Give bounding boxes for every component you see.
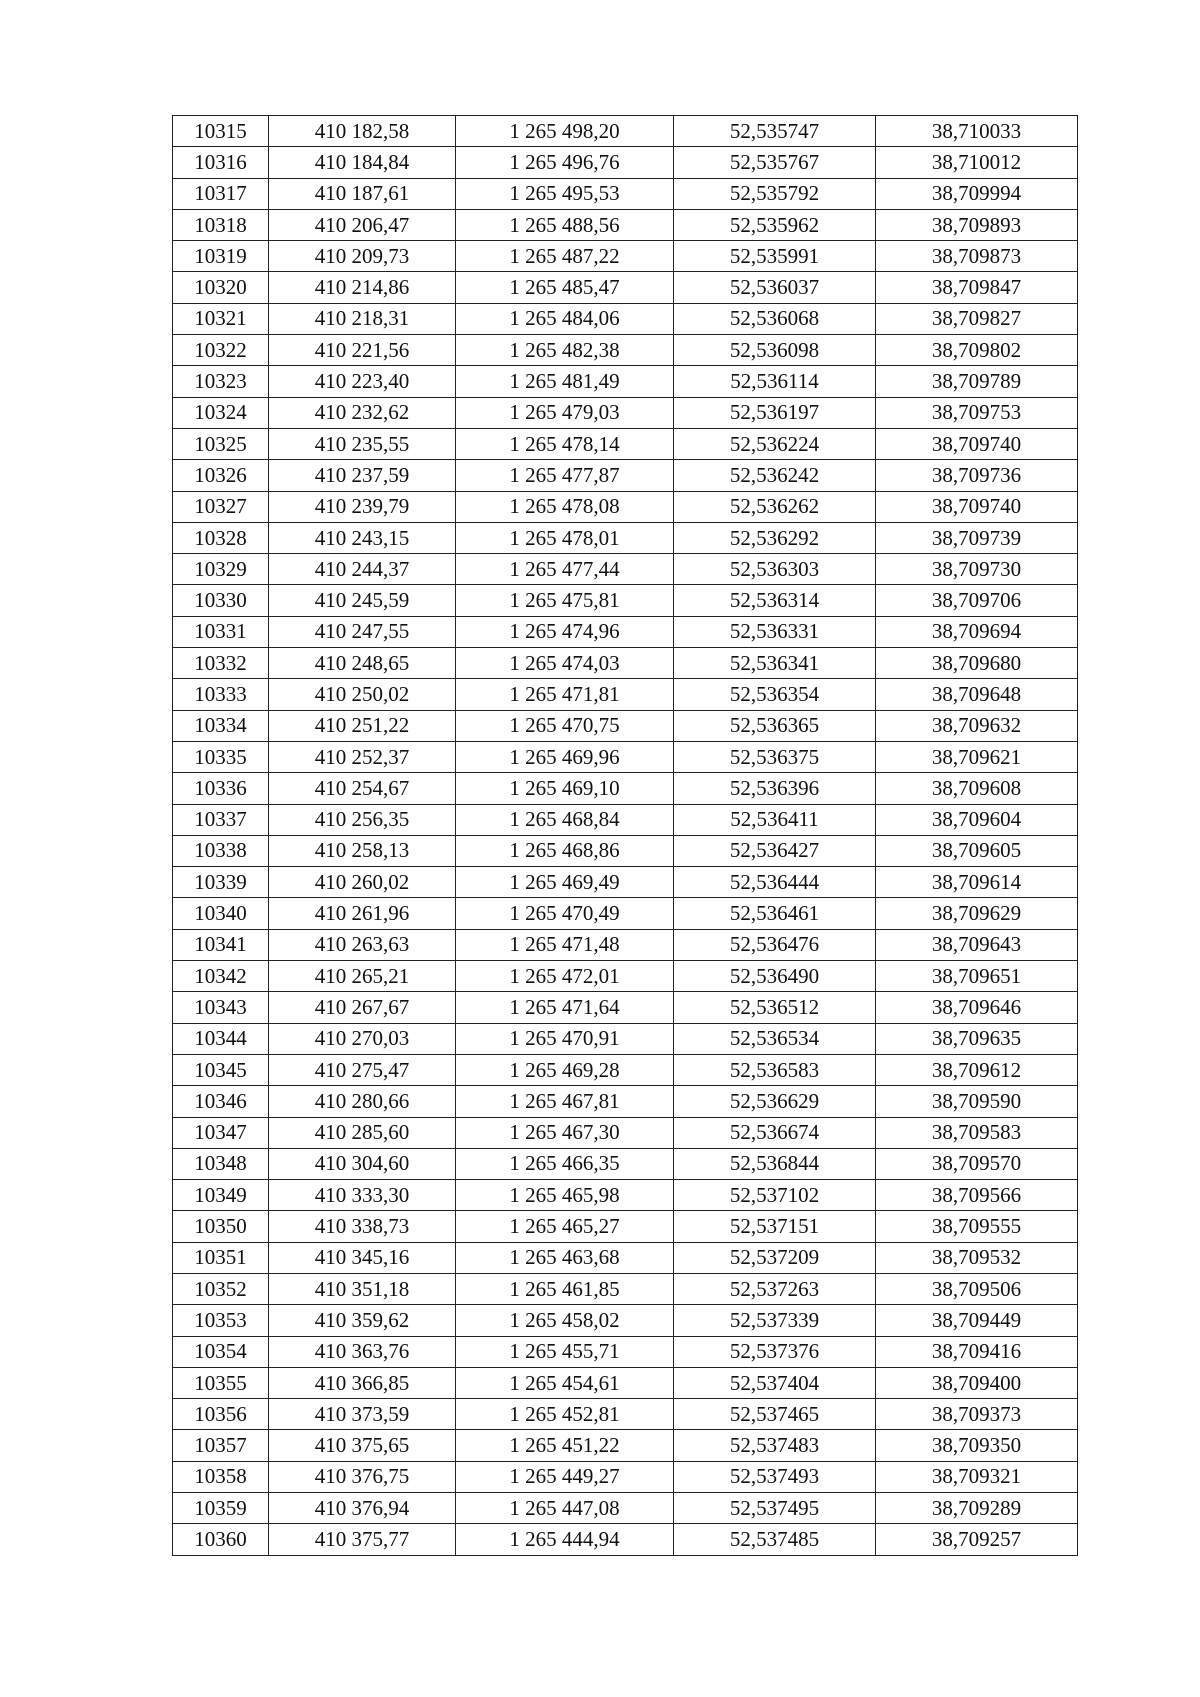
point-number-cell: 10360 bbox=[173, 1524, 269, 1555]
latitude-cell: 52,536098 bbox=[674, 335, 876, 366]
point-number-cell: 10329 bbox=[173, 554, 269, 585]
point-number-cell: 10342 bbox=[173, 961, 269, 992]
x-coordinate-cell: 410 359,62 bbox=[269, 1305, 456, 1336]
point-number-cell: 10351 bbox=[173, 1242, 269, 1273]
table-row bbox=[173, 1273, 1078, 1304]
x-coordinate-cell: 410 250,02 bbox=[269, 679, 456, 710]
longitude-cell: 38,709570 bbox=[876, 1148, 1078, 1179]
latitude-cell: 52,536411 bbox=[674, 804, 876, 835]
table-row bbox=[173, 1399, 1078, 1430]
y-coordinate-cell: 1 265 451,22 bbox=[456, 1430, 674, 1461]
y-coordinate-cell: 1 265 470,49 bbox=[456, 898, 674, 929]
longitude-cell: 38,709289 bbox=[876, 1493, 1078, 1524]
table-row bbox=[173, 335, 1078, 366]
x-coordinate-cell: 410 182,58 bbox=[269, 116, 456, 147]
y-coordinate-cell: 1 265 478,01 bbox=[456, 522, 674, 553]
x-coordinate-cell: 410 223,40 bbox=[269, 366, 456, 397]
point-number-cell: 10324 bbox=[173, 397, 269, 428]
longitude-cell: 38,709740 bbox=[876, 491, 1078, 522]
table-row bbox=[173, 147, 1078, 178]
x-coordinate-cell: 410 263,63 bbox=[269, 929, 456, 960]
latitude-cell: 52,536068 bbox=[674, 303, 876, 334]
point-number-cell: 10332 bbox=[173, 648, 269, 679]
longitude-cell: 38,709739 bbox=[876, 522, 1078, 553]
point-number-cell: 10349 bbox=[173, 1180, 269, 1211]
longitude-cell: 38,709753 bbox=[876, 397, 1078, 428]
point-number-cell: 10315 bbox=[173, 116, 269, 147]
point-number-cell: 10336 bbox=[173, 773, 269, 804]
x-coordinate-cell: 410 376,75 bbox=[269, 1461, 456, 1492]
latitude-cell: 52,536512 bbox=[674, 992, 876, 1023]
latitude-cell: 52,536262 bbox=[674, 491, 876, 522]
point-number-cell: 10323 bbox=[173, 366, 269, 397]
table-row bbox=[173, 1117, 1078, 1148]
longitude-cell: 38,709648 bbox=[876, 679, 1078, 710]
table-row bbox=[173, 272, 1078, 303]
latitude-cell: 52,535747 bbox=[674, 116, 876, 147]
longitude-cell: 38,709604 bbox=[876, 804, 1078, 835]
y-coordinate-cell: 1 265 449,27 bbox=[456, 1461, 674, 1492]
x-coordinate-cell: 410 187,61 bbox=[269, 178, 456, 209]
point-number-cell: 10316 bbox=[173, 147, 269, 178]
table-row bbox=[173, 1242, 1078, 1273]
x-coordinate-cell: 410 363,76 bbox=[269, 1336, 456, 1367]
latitude-cell: 52,536354 bbox=[674, 679, 876, 710]
latitude-cell: 52,537263 bbox=[674, 1273, 876, 1304]
point-number-cell: 10340 bbox=[173, 898, 269, 929]
y-coordinate-cell: 1 265 496,76 bbox=[456, 147, 674, 178]
x-coordinate-cell: 410 218,31 bbox=[269, 303, 456, 334]
point-number-cell: 10322 bbox=[173, 335, 269, 366]
point-number-cell: 10347 bbox=[173, 1117, 269, 1148]
longitude-cell: 38,709532 bbox=[876, 1242, 1078, 1273]
longitude-cell: 38,709694 bbox=[876, 616, 1078, 647]
x-coordinate-cell: 410 375,77 bbox=[269, 1524, 456, 1555]
y-coordinate-cell: 1 265 455,71 bbox=[456, 1336, 674, 1367]
latitude-cell: 52,537465 bbox=[674, 1399, 876, 1430]
y-coordinate-cell: 1 265 477,87 bbox=[456, 460, 674, 491]
point-number-cell: 10352 bbox=[173, 1273, 269, 1304]
point-number-cell: 10327 bbox=[173, 491, 269, 522]
point-number-cell: 10343 bbox=[173, 992, 269, 1023]
x-coordinate-cell: 410 345,16 bbox=[269, 1242, 456, 1273]
x-coordinate-cell: 410 260,02 bbox=[269, 867, 456, 898]
latitude-cell: 52,536674 bbox=[674, 1117, 876, 1148]
point-number-cell: 10356 bbox=[173, 1399, 269, 1430]
y-coordinate-cell: 1 265 481,49 bbox=[456, 366, 674, 397]
point-number-cell: 10341 bbox=[173, 929, 269, 960]
latitude-cell: 52,535962 bbox=[674, 209, 876, 240]
latitude-cell: 52,536341 bbox=[674, 648, 876, 679]
table-row bbox=[173, 1305, 1078, 1336]
x-coordinate-cell: 410 239,79 bbox=[269, 491, 456, 522]
table-row bbox=[173, 209, 1078, 240]
x-coordinate-cell: 410 206,47 bbox=[269, 209, 456, 240]
table-row bbox=[173, 1336, 1078, 1367]
latitude-cell: 52,536844 bbox=[674, 1148, 876, 1179]
table-row bbox=[173, 585, 1078, 616]
point-number-cell: 10335 bbox=[173, 741, 269, 772]
table-row bbox=[173, 1023, 1078, 1054]
longitude-cell: 38,709873 bbox=[876, 241, 1078, 272]
longitude-cell: 38,709621 bbox=[876, 741, 1078, 772]
x-coordinate-cell: 410 252,37 bbox=[269, 741, 456, 772]
point-number-cell: 10345 bbox=[173, 1054, 269, 1085]
latitude-cell: 52,536037 bbox=[674, 272, 876, 303]
longitude-cell: 38,709416 bbox=[876, 1336, 1078, 1367]
latitude-cell: 52,537483 bbox=[674, 1430, 876, 1461]
latitude-cell: 52,536375 bbox=[674, 741, 876, 772]
point-number-cell: 10350 bbox=[173, 1211, 269, 1242]
y-coordinate-cell: 1 265 498,20 bbox=[456, 116, 674, 147]
latitude-cell: 52,537339 bbox=[674, 1305, 876, 1336]
coordinates-table bbox=[172, 115, 1078, 1556]
y-coordinate-cell: 1 265 467,81 bbox=[456, 1086, 674, 1117]
y-coordinate-cell: 1 265 478,14 bbox=[456, 428, 674, 459]
table-row bbox=[173, 554, 1078, 585]
x-coordinate-cell: 410 235,55 bbox=[269, 428, 456, 459]
latitude-cell: 52,536534 bbox=[674, 1023, 876, 1054]
y-coordinate-cell: 1 265 471,81 bbox=[456, 679, 674, 710]
point-number-cell: 10331 bbox=[173, 616, 269, 647]
longitude-cell: 38,709566 bbox=[876, 1180, 1078, 1211]
latitude-cell: 52,535991 bbox=[674, 241, 876, 272]
point-number-cell: 10357 bbox=[173, 1430, 269, 1461]
latitude-cell: 52,536629 bbox=[674, 1086, 876, 1117]
table-row bbox=[173, 992, 1078, 1023]
longitude-cell: 38,709605 bbox=[876, 835, 1078, 866]
x-coordinate-cell: 410 376,94 bbox=[269, 1493, 456, 1524]
x-coordinate-cell: 410 275,47 bbox=[269, 1054, 456, 1085]
table-row bbox=[173, 1524, 1078, 1555]
point-number-cell: 10321 bbox=[173, 303, 269, 334]
table-row bbox=[173, 178, 1078, 209]
latitude-cell: 52,537376 bbox=[674, 1336, 876, 1367]
latitude-cell: 52,536396 bbox=[674, 773, 876, 804]
x-coordinate-cell: 410 267,67 bbox=[269, 992, 456, 1023]
table-row bbox=[173, 804, 1078, 835]
table-row bbox=[173, 1430, 1078, 1461]
table-row bbox=[173, 1148, 1078, 1179]
y-coordinate-cell: 1 265 475,81 bbox=[456, 585, 674, 616]
y-coordinate-cell: 1 265 484,06 bbox=[456, 303, 674, 334]
x-coordinate-cell: 410 244,37 bbox=[269, 554, 456, 585]
y-coordinate-cell: 1 265 477,44 bbox=[456, 554, 674, 585]
table-row bbox=[173, 491, 1078, 522]
y-coordinate-cell: 1 265 470,91 bbox=[456, 1023, 674, 1054]
y-coordinate-cell: 1 265 474,03 bbox=[456, 648, 674, 679]
x-coordinate-cell: 410 285,60 bbox=[269, 1117, 456, 1148]
x-coordinate-cell: 410 280,66 bbox=[269, 1086, 456, 1117]
latitude-cell: 52,537495 bbox=[674, 1493, 876, 1524]
longitude-cell: 38,709506 bbox=[876, 1273, 1078, 1304]
point-number-cell: 10338 bbox=[173, 835, 269, 866]
x-coordinate-cell: 410 375,65 bbox=[269, 1430, 456, 1461]
table-row bbox=[173, 616, 1078, 647]
y-coordinate-cell: 1 265 479,03 bbox=[456, 397, 674, 428]
longitude-cell: 38,709590 bbox=[876, 1086, 1078, 1117]
y-coordinate-cell: 1 265 485,47 bbox=[456, 272, 674, 303]
longitude-cell: 38,709555 bbox=[876, 1211, 1078, 1242]
table-row bbox=[173, 522, 1078, 553]
y-coordinate-cell: 1 265 470,75 bbox=[456, 710, 674, 741]
y-coordinate-cell: 1 265 465,27 bbox=[456, 1211, 674, 1242]
latitude-cell: 52,537151 bbox=[674, 1211, 876, 1242]
longitude-cell: 38,709629 bbox=[876, 898, 1078, 929]
y-coordinate-cell: 1 265 467,30 bbox=[456, 1117, 674, 1148]
latitude-cell: 52,536461 bbox=[674, 898, 876, 929]
x-coordinate-cell: 410 232,62 bbox=[269, 397, 456, 428]
point-number-cell: 10359 bbox=[173, 1493, 269, 1524]
y-coordinate-cell: 1 265 469,10 bbox=[456, 773, 674, 804]
y-coordinate-cell: 1 265 469,49 bbox=[456, 867, 674, 898]
table-row bbox=[173, 929, 1078, 960]
y-coordinate-cell: 1 265 495,53 bbox=[456, 178, 674, 209]
longitude-cell: 38,709643 bbox=[876, 929, 1078, 960]
longitude-cell: 38,709583 bbox=[876, 1117, 1078, 1148]
longitude-cell: 38,709635 bbox=[876, 1023, 1078, 1054]
table-row bbox=[173, 1461, 1078, 1492]
point-number-cell: 10319 bbox=[173, 241, 269, 272]
latitude-cell: 52,535767 bbox=[674, 147, 876, 178]
longitude-cell: 38,709827 bbox=[876, 303, 1078, 334]
latitude-cell: 52,536331 bbox=[674, 616, 876, 647]
table-row bbox=[173, 1367, 1078, 1398]
table-row bbox=[173, 1493, 1078, 1524]
point-number-cell: 10325 bbox=[173, 428, 269, 459]
point-number-cell: 10354 bbox=[173, 1336, 269, 1367]
y-coordinate-cell: 1 265 472,01 bbox=[456, 961, 674, 992]
y-coordinate-cell: 1 265 452,81 bbox=[456, 1399, 674, 1430]
point-number-cell: 10318 bbox=[173, 209, 269, 240]
point-number-cell: 10333 bbox=[173, 679, 269, 710]
longitude-cell: 38,709706 bbox=[876, 585, 1078, 616]
x-coordinate-cell: 410 214,86 bbox=[269, 272, 456, 303]
longitude-cell: 38,709632 bbox=[876, 710, 1078, 741]
table-row bbox=[173, 648, 1078, 679]
table-row bbox=[173, 961, 1078, 992]
table-row bbox=[173, 679, 1078, 710]
longitude-cell: 38,710012 bbox=[876, 147, 1078, 178]
point-number-cell: 10320 bbox=[173, 272, 269, 303]
y-coordinate-cell: 1 265 471,48 bbox=[456, 929, 674, 960]
y-coordinate-cell: 1 265 478,08 bbox=[456, 491, 674, 522]
latitude-cell: 52,536114 bbox=[674, 366, 876, 397]
x-coordinate-cell: 410 366,85 bbox=[269, 1367, 456, 1398]
longitude-cell: 38,709321 bbox=[876, 1461, 1078, 1492]
y-coordinate-cell: 1 265 463,68 bbox=[456, 1242, 674, 1273]
latitude-cell: 52,536583 bbox=[674, 1054, 876, 1085]
y-coordinate-cell: 1 265 471,64 bbox=[456, 992, 674, 1023]
y-coordinate-cell: 1 265 466,35 bbox=[456, 1148, 674, 1179]
latitude-cell: 52,536490 bbox=[674, 961, 876, 992]
table-row bbox=[173, 1054, 1078, 1085]
longitude-cell: 38,709740 bbox=[876, 428, 1078, 459]
latitude-cell: 52,536427 bbox=[674, 835, 876, 866]
point-number-cell: 10358 bbox=[173, 1461, 269, 1492]
table-row bbox=[173, 1211, 1078, 1242]
latitude-cell: 52,535792 bbox=[674, 178, 876, 209]
latitude-cell: 52,537102 bbox=[674, 1180, 876, 1211]
x-coordinate-cell: 410 221,56 bbox=[269, 335, 456, 366]
y-coordinate-cell: 1 265 469,28 bbox=[456, 1054, 674, 1085]
y-coordinate-cell: 1 265 465,98 bbox=[456, 1180, 674, 1211]
longitude-cell: 38,709646 bbox=[876, 992, 1078, 1023]
x-coordinate-cell: 410 270,03 bbox=[269, 1023, 456, 1054]
longitude-cell: 38,709994 bbox=[876, 178, 1078, 209]
latitude-cell: 52,536444 bbox=[674, 867, 876, 898]
point-number-cell: 10337 bbox=[173, 804, 269, 835]
x-coordinate-cell: 410 254,67 bbox=[269, 773, 456, 804]
point-number-cell: 10334 bbox=[173, 710, 269, 741]
longitude-cell: 38,709736 bbox=[876, 460, 1078, 491]
table-row bbox=[173, 710, 1078, 741]
longitude-cell: 38,709449 bbox=[876, 1305, 1078, 1336]
table-row bbox=[173, 741, 1078, 772]
coordinates-table-body bbox=[173, 116, 1078, 1556]
y-coordinate-cell: 1 265 468,84 bbox=[456, 804, 674, 835]
latitude-cell: 52,536292 bbox=[674, 522, 876, 553]
longitude-cell: 38,710033 bbox=[876, 116, 1078, 147]
x-coordinate-cell: 410 261,96 bbox=[269, 898, 456, 929]
longitude-cell: 38,709893 bbox=[876, 209, 1078, 240]
table-row bbox=[173, 460, 1078, 491]
x-coordinate-cell: 410 209,73 bbox=[269, 241, 456, 272]
point-number-cell: 10353 bbox=[173, 1305, 269, 1336]
table-row bbox=[173, 116, 1078, 147]
x-coordinate-cell: 410 247,55 bbox=[269, 616, 456, 647]
table-row bbox=[173, 1180, 1078, 1211]
latitude-cell: 52,536314 bbox=[674, 585, 876, 616]
point-number-cell: 10339 bbox=[173, 867, 269, 898]
x-coordinate-cell: 410 245,59 bbox=[269, 585, 456, 616]
longitude-cell: 38,709614 bbox=[876, 867, 1078, 898]
x-coordinate-cell: 410 248,65 bbox=[269, 648, 456, 679]
point-number-cell: 10330 bbox=[173, 585, 269, 616]
x-coordinate-cell: 410 237,59 bbox=[269, 460, 456, 491]
latitude-cell: 52,536197 bbox=[674, 397, 876, 428]
table-row bbox=[173, 1086, 1078, 1117]
table-row bbox=[173, 898, 1078, 929]
latitude-cell: 52,536224 bbox=[674, 428, 876, 459]
longitude-cell: 38,709730 bbox=[876, 554, 1078, 585]
table-row bbox=[173, 773, 1078, 804]
y-coordinate-cell: 1 265 461,85 bbox=[456, 1273, 674, 1304]
x-coordinate-cell: 410 258,13 bbox=[269, 835, 456, 866]
point-number-cell: 10344 bbox=[173, 1023, 269, 1054]
y-coordinate-cell: 1 265 469,96 bbox=[456, 741, 674, 772]
y-coordinate-cell: 1 265 487,22 bbox=[456, 241, 674, 272]
latitude-cell: 52,537209 bbox=[674, 1242, 876, 1273]
x-coordinate-cell: 410 333,30 bbox=[269, 1180, 456, 1211]
longitude-cell: 38,709350 bbox=[876, 1430, 1078, 1461]
point-number-cell: 10355 bbox=[173, 1367, 269, 1398]
longitude-cell: 38,709257 bbox=[876, 1524, 1078, 1555]
latitude-cell: 52,537404 bbox=[674, 1367, 876, 1398]
longitude-cell: 38,709847 bbox=[876, 272, 1078, 303]
latitude-cell: 52,536242 bbox=[674, 460, 876, 491]
y-coordinate-cell: 1 265 447,08 bbox=[456, 1493, 674, 1524]
longitude-cell: 38,709789 bbox=[876, 366, 1078, 397]
x-coordinate-cell: 410 304,60 bbox=[269, 1148, 456, 1179]
x-coordinate-cell: 410 265,21 bbox=[269, 961, 456, 992]
y-coordinate-cell: 1 265 474,96 bbox=[456, 616, 674, 647]
latitude-cell: 52,537493 bbox=[674, 1461, 876, 1492]
y-coordinate-cell: 1 265 482,38 bbox=[456, 335, 674, 366]
longitude-cell: 38,709608 bbox=[876, 773, 1078, 804]
x-coordinate-cell: 410 373,59 bbox=[269, 1399, 456, 1430]
x-coordinate-cell: 410 256,35 bbox=[269, 804, 456, 835]
y-coordinate-cell: 1 265 488,56 bbox=[456, 209, 674, 240]
x-coordinate-cell: 410 251,22 bbox=[269, 710, 456, 741]
table-row bbox=[173, 397, 1078, 428]
point-number-cell: 10328 bbox=[173, 522, 269, 553]
y-coordinate-cell: 1 265 454,61 bbox=[456, 1367, 674, 1398]
latitude-cell: 52,536476 bbox=[674, 929, 876, 960]
table-row bbox=[173, 366, 1078, 397]
point-number-cell: 10326 bbox=[173, 460, 269, 491]
x-coordinate-cell: 410 338,73 bbox=[269, 1211, 456, 1242]
longitude-cell: 38,709400 bbox=[876, 1367, 1078, 1398]
latitude-cell: 52,536365 bbox=[674, 710, 876, 741]
point-number-cell: 10348 bbox=[173, 1148, 269, 1179]
table-row bbox=[173, 303, 1078, 334]
x-coordinate-cell: 410 351,18 bbox=[269, 1273, 456, 1304]
point-number-cell: 10346 bbox=[173, 1086, 269, 1117]
point-number-cell: 10317 bbox=[173, 178, 269, 209]
table-row bbox=[173, 428, 1078, 459]
table-row bbox=[173, 835, 1078, 866]
y-coordinate-cell: 1 265 468,86 bbox=[456, 835, 674, 866]
y-coordinate-cell: 1 265 444,94 bbox=[456, 1524, 674, 1555]
longitude-cell: 38,709373 bbox=[876, 1399, 1078, 1430]
table-row bbox=[173, 867, 1078, 898]
x-coordinate-cell: 410 184,84 bbox=[269, 147, 456, 178]
longitude-cell: 38,709802 bbox=[876, 335, 1078, 366]
longitude-cell: 38,709612 bbox=[876, 1054, 1078, 1085]
x-coordinate-cell: 410 243,15 bbox=[269, 522, 456, 553]
longitude-cell: 38,709680 bbox=[876, 648, 1078, 679]
y-coordinate-cell: 1 265 458,02 bbox=[456, 1305, 674, 1336]
table-row bbox=[173, 241, 1078, 272]
longitude-cell: 38,709651 bbox=[876, 961, 1078, 992]
latitude-cell: 52,537485 bbox=[674, 1524, 876, 1555]
latitude-cell: 52,536303 bbox=[674, 554, 876, 585]
